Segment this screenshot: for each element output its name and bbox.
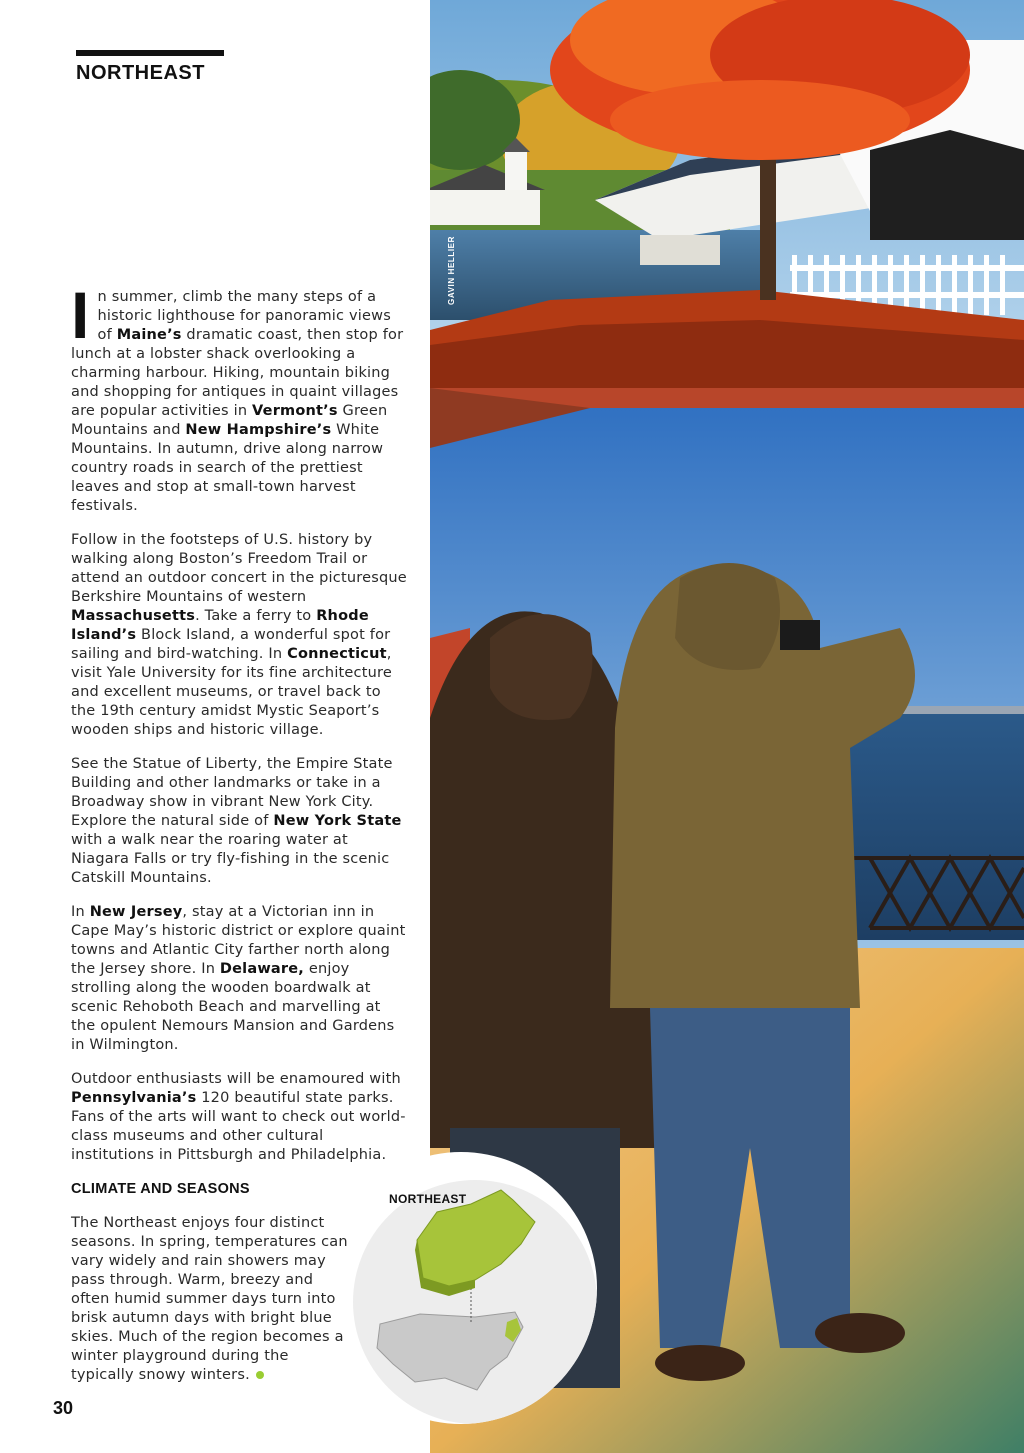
state-new-jersey: New Jersey xyxy=(89,904,183,920)
section-title: NORTHEAST xyxy=(76,62,205,84)
autumn-bridge-photo xyxy=(430,0,1024,388)
page-number: 30 xyxy=(53,1398,74,1418)
article-body xyxy=(71,278,409,1180)
intro-paragraph: In summer, climb the many steps of a historic lighthouse for panoramic views of Maine’s dramatic coast, then stop for lunch at a lobster shack overlooking a charming harbour. Hiking, mountain biking and shopping for antiques in quaint villages are popular activities in Vermont’s Green Mountains and New Hampshire’s White Mountains. In autumn, drive along narrow country roads in search of the prettiest leaves and stop at small-town harvest festivals. xyxy=(71,278,404,514)
map-label: NORTHEAST xyxy=(389,1192,467,1206)
state-maine: Maine’s xyxy=(116,327,182,343)
climate-text: The Northeast enjoys four distinct seasons. In spring, temperatures can vary widely and rain showers may pass through. Warm, breezy and often humid summer days turn into brisk autumn days with bright blue skies. Much of the region becomes a winter playground during the typically snowy winters. xyxy=(71,1215,348,1383)
climate-title: CLIMATE AND SEASONS xyxy=(71,1181,250,1197)
state-rhode-island: Rhode Island’s xyxy=(71,608,369,643)
state-connecticut: Connecticut xyxy=(287,646,387,662)
paragraph-massachusetts: Follow in the footsteps of U.S. history by walking along Boston’s Freedom Trail or attend an outdoor concert in the picturesque Berkshire Mountains of western Massachusetts. Take a ferry to Rhode Island’s Block Island, a wonderful spot for sailing and bird-watching. In Connecticut, visit Yale University for its fine architecture and excellent museums, or travel back to the 19th century amidst Mystic Seaport’s wooden ships and historic village. xyxy=(71,532,407,738)
state-vermont: Vermont’s xyxy=(252,403,338,419)
autumn-bridge-illustration xyxy=(430,0,1024,388)
paragraph-new-york: See the Statue of Liberty, the Empire State Building and other landmarks or take in a Broadway show in vibrant New York City. Explore the natural side of New York State with a walk near the roaring water at Niagara Falls or try fly-fishing in the scenic Catskill Mountains. xyxy=(71,756,402,886)
state-massachusetts: Massachusetts xyxy=(71,608,196,624)
section-rule xyxy=(76,50,224,56)
climate-section xyxy=(71,1180,361,1400)
photo-credit: GAVIN HELLIER xyxy=(447,236,456,305)
end-mark-dot xyxy=(256,1371,264,1379)
drop-cap: I xyxy=(71,278,90,352)
paragraph-pennsylvania: Outdoor enthusiasts will be enamoured with Pennsylvania’s 120 beautiful state parks. Fans of the arts will want to check out world-class museums and other cultural institutions in Pittsburgh and Philadelphia. xyxy=(71,1071,406,1163)
paragraph-new-jersey: In New Jersey, stay at a Victorian inn in Cape May’s historic district or explore quaint towns and Atlantic City farther north along the Jersey shore. In Delaware, enjoy strolling along the wooden boardwalk at scenic Rehoboth Beach and marvelling at the opulent Nemours Mansion and Gardens in Wilmington. xyxy=(71,904,406,1053)
state-pennsylvania: Pennsylvania’s xyxy=(71,1090,197,1106)
state-new-hampshire: New Hampshire’s xyxy=(185,422,332,438)
state-new-york: New York State xyxy=(273,813,402,829)
state-delaware: Delaware, xyxy=(219,961,305,977)
